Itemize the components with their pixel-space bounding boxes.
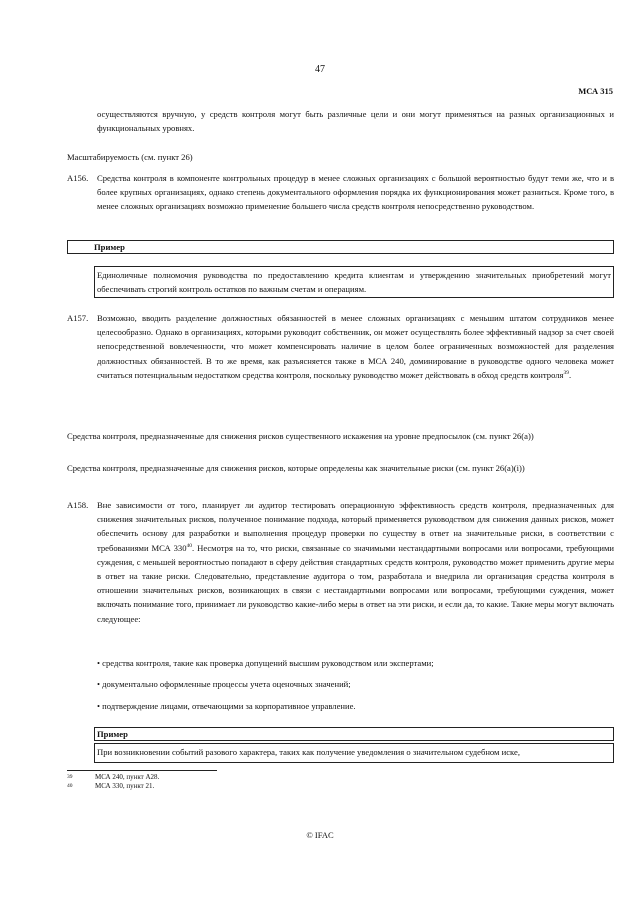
footnote-ref[interactable]: 39 (563, 369, 569, 376)
example-heading: Пример (94, 727, 614, 741)
paragraph-text-continued: . Несмотря на то, что риски, связанные со значимыми нестандартными вопросами или вопросами, требующими суждения, с меньшей вероятностью попадают в сферу действия стандартных средств контроля, руководство может применить другие меры в ответ на такие риски. Следовательно, представление аудитора о том, разработала и внедрила ли организация средства контроля в отношении значительных рисков, возникающих в связи с нестандартными вопросами или вопросами, требующими суждения, может включать понимание того, принимает ли руководство какие-либо меры в ответ на эти риски, и если да, то какие. Такие меры могут включать следующее: (97, 542, 614, 624)
footnote-ref[interactable]: 40 (186, 542, 193, 549)
heading-significant-risks: Средства контроля, предназначенные для снижения рисков, которые определены как значительные риски (см. пункт 26(a)(i)) (67, 463, 525, 473)
page-number: 47 (315, 64, 325, 75)
paragraph-text: Вне зависимости от того, планирует ли аудитор тестировать операционную эффективность средств контроля, предназначенных для снижения значительных рисков, полученное понимание подхода, который применяется руководством для снижения данных рисков, может обеспечить основу для разработки и выполнения процедур проверки по существу в ответ на значительные риски, в соответствии с требованиями МСА 330 (97, 500, 614, 553)
paragraph-number: A156. (67, 173, 89, 183)
footer-copyright: © IFAC (306, 830, 334, 840)
example-heading: Пример (67, 240, 614, 254)
footnote-text: МСА 330, пункт 21. (95, 782, 155, 790)
footnote (67, 773, 159, 782)
list-item: • средства контроля, такие как проверка допущений высшим руководством или экспертами; (97, 658, 434, 668)
footnote (67, 782, 154, 791)
footnote-divider (67, 770, 217, 771)
example-box: Единоличные полномочия руководства по предоставлению кредита клиентам и утверждению значительных приобретений могут обеспечивать строгий контроль остатков по важным счетам и операциям. (94, 266, 614, 298)
heading-assertion-level: Средства контроля, предназначенные для снижения рисков существенного искажения на уровне предпосылок (см. пункт 26(a)) (67, 431, 534, 441)
intro-paragraph: осуществляются вручную, у средств контроля могут быть различные цели и они могут применяться на разных организационных и функциональных уровнях. (97, 109, 614, 134)
paragraph-end: . (569, 369, 572, 380)
list-item: • подтверждение лицами, отвечающими за корпоративное управление. (97, 701, 356, 711)
paragraph-a156 (67, 171, 614, 214)
example-box: При возникновении событий разового характера, таких как получение уведомления о значительном судебном иске, (94, 743, 614, 763)
footnote-mark: 39 (67, 774, 73, 780)
paragraph-text: Возможно, вводить разделение должностных обязанностей в менее сложных организациях с меньшим штатом сотрудников менее целесообразно. Однако в организациях, которыми руководит собственник, он может осуществлять более эффективный надзор за счет своей непосредственной вовлеченности, что может компенсировать наличие в целом более ограниченных возможностей для разделения должностных обязанностей. В то же время, как разъясняется также в МСА 240, доминирование в руководстве одного человека может считаться потенциальным недостатком средства контроля, поскольку руководство может действовать в обход средств контроля (97, 313, 614, 380)
footnote-text: МСА 240, пункт A28. (95, 773, 160, 781)
paragraph-number: A158. (67, 500, 89, 510)
footnote-mark: 40 (67, 783, 73, 789)
paragraph-a158 (67, 498, 614, 626)
heading-scalability: Масштабируемость (см. пункт 26) (67, 152, 193, 162)
list-item: • документально оформленные процессы учета оценочных значений; (97, 679, 351, 689)
paragraph-a157 (67, 311, 614, 382)
paragraph-number: A157. (67, 313, 89, 323)
paragraph-text: Средства контроля в компоненте контрольных процедур в менее сложных организациях с большой вероятностью будут теми же, что и в более крупных организациях, однако степень документального оформления порядка их функционирования может разниться. Кроме того, в менее сложных организациях возможно применение большего числа средств контроля непосредственно руководством. (97, 173, 614, 212)
document-code: МСА 315 (578, 86, 613, 96)
